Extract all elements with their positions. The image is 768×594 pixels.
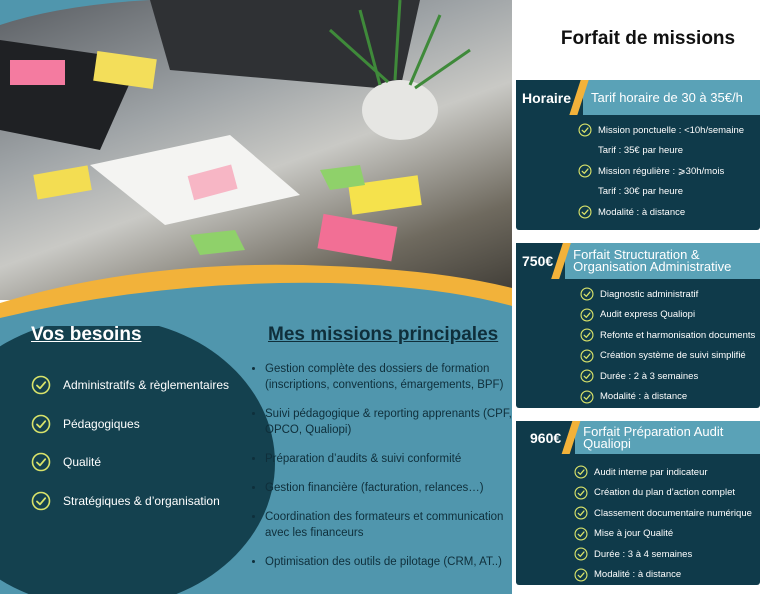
card-structuration [516, 243, 760, 408]
check-circle-icon [580, 308, 594, 322]
pink-note2-shape [10, 60, 65, 85]
check-circle-icon [580, 369, 594, 383]
check-circle-icon [580, 349, 594, 363]
besoin-item [31, 414, 229, 434]
besoin-label: Administratifs & règlementaires [63, 378, 230, 392]
check-circle-icon [580, 287, 594, 301]
card-item [574, 462, 752, 483]
forfait-title: Forfait de missions [560, 28, 736, 49]
check-circle-icon [578, 205, 592, 219]
card-qualiopi-header [516, 421, 760, 454]
check-circle-icon [580, 390, 594, 404]
mission-item: • Gestion complète des dossiers de formation (inscriptions, conventions, émargements, BPF) [265, 361, 512, 393]
card-structuration-items [580, 284, 755, 407]
check-circle-icon [580, 328, 594, 342]
card-structuration-price: 750€ [516, 243, 559, 279]
left-panel [0, 326, 512, 594]
card-item [580, 325, 755, 346]
card-item-label: Audit interne par indicateur [594, 466, 708, 478]
check-circle-icon [578, 123, 592, 137]
card-item-label: Création du plan d’action complet [594, 487, 736, 499]
check-circle-icon [574, 527, 588, 541]
card-item [574, 503, 752, 524]
besoin-item [31, 375, 229, 395]
besoin-label: Stratégiques & d’organisation [63, 493, 220, 508]
laptop-shape [150, 0, 420, 90]
card-qualiopi [516, 421, 760, 585]
card-item-label: Audit express Qualiopi [600, 309, 696, 321]
card-item-label: Mission régulière : ⩾30h/mois [598, 165, 725, 177]
section-wave [0, 258, 512, 328]
card-item [580, 346, 755, 367]
card-item [574, 544, 752, 565]
missions-list [252, 361, 512, 583]
card-item-label: Refonte et harmonisation documents [600, 329, 756, 341]
card-item-label: Modalité : à distance [598, 206, 686, 218]
check-circle-icon [31, 375, 51, 395]
card-item [578, 202, 744, 223]
besoins-title: Vos besoins [31, 326, 142, 345]
card-qualiopi-price: 960€ [516, 421, 569, 454]
missions-title: Mes missions principales [268, 326, 499, 345]
check-circle-icon [574, 547, 588, 561]
card-item-label: Tarif : 35€ par heure [598, 145, 684, 157]
card-item [580, 305, 755, 326]
card-item [574, 483, 752, 504]
card-item-label: Diagnostic administratif [600, 288, 699, 300]
card-structuration-header [516, 243, 760, 279]
card-item-label: Durée : 2 à 3 semaines [600, 370, 699, 382]
pink-note3-shape [317, 214, 397, 261]
card-structuration-title: Forfait Structuration & Organisation Administrative [565, 243, 760, 279]
card-item [578, 182, 744, 203]
besoin-item [31, 452, 229, 472]
besoin-item [31, 491, 229, 511]
besoins-list [31, 375, 229, 529]
mission-item: • Gestion financière (facturation, relances…) [265, 480, 512, 496]
card-horaire-price: Horaire [516, 80, 577, 115]
check-circle-icon [574, 568, 588, 582]
mission-item: • Suivi pédagogique & reporting apprenants (CPF, OPCO, Qualiopi) [265, 406, 512, 438]
card-item [574, 565, 752, 586]
besoin-label: Qualité [63, 455, 102, 469]
card-horaire [516, 80, 760, 230]
card-horaire-items [578, 120, 744, 223]
check-circle-icon [31, 414, 51, 434]
card-item [574, 524, 752, 545]
check-circle-icon [578, 164, 592, 178]
card-item-label: Création système de suivi simplifié [600, 350, 746, 362]
desk-photo-illustration [0, 0, 512, 300]
plant-pot-shape [362, 80, 438, 140]
mission-item: • Préparation d’audits & suivi conformité [265, 451, 512, 467]
check-circle-icon [31, 452, 51, 472]
green-note2-shape [190, 230, 245, 255]
card-horaire-title: Tarif horaire de 30 à 35€/h [583, 80, 760, 115]
card-item [578, 120, 744, 141]
card-item-label: Mise à jour Qualité [594, 528, 674, 540]
mission-item: • Coordination des formateurs et communication avec les financeurs [265, 509, 512, 541]
card-item-label: Modalité : à distance [594, 569, 682, 581]
mission-item: • Optimisation des outils de pilotage (CRM, AT..) [265, 554, 512, 570]
check-circle-icon [574, 486, 588, 500]
card-item-label: Modalité : à distance [600, 391, 688, 403]
desk-photo [0, 0, 512, 300]
card-item [578, 161, 744, 182]
card-item [580, 387, 755, 408]
check-circle-icon [574, 506, 588, 520]
card-item-label: Tarif : 30€ par heure [598, 186, 684, 198]
card-item [578, 141, 744, 162]
besoin-label: Pédagogiques [63, 416, 140, 431]
card-item-label: Classement documentaire numérique [594, 507, 752, 519]
card-item-label: Durée : 3 à 4 semaines [594, 548, 693, 560]
card-item [580, 284, 755, 305]
check-circle-icon [31, 491, 51, 511]
card-horaire-header [516, 80, 760, 115]
card-item-label: Mission ponctuelle : <10h/semaine [598, 124, 745, 136]
yellow-note3-shape [33, 165, 92, 199]
card-qualiopi-items [574, 462, 752, 585]
card-item [580, 366, 755, 387]
top-wave-shape [0, 0, 150, 25]
check-circle-icon [574, 465, 588, 479]
card-qualiopi-title: Forfait Préparation Audit Qualiopi [575, 421, 760, 454]
